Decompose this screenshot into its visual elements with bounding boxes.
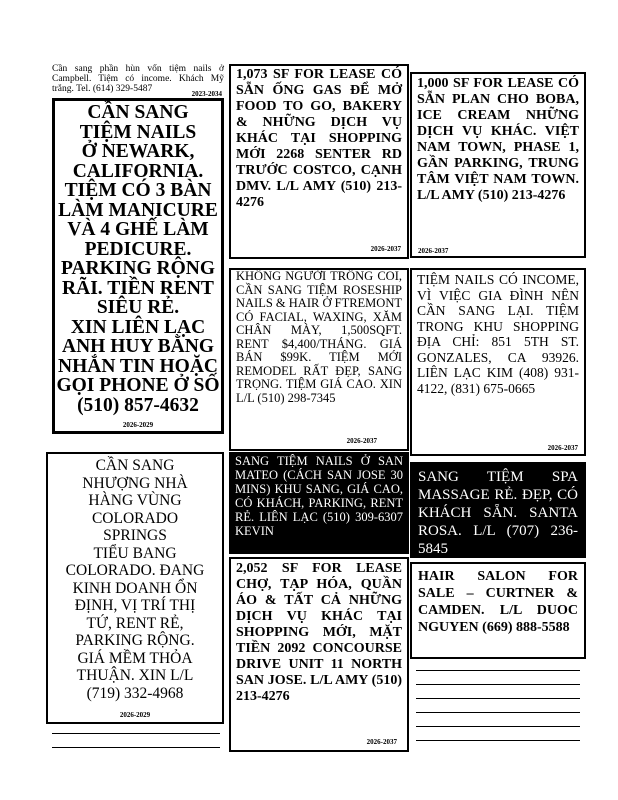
ad-code: 2026-2037 (346, 437, 377, 445)
ad-nails-san-mateo (229, 452, 409, 554)
ad-hair-salon (410, 562, 586, 659)
ad-text: TIỆM NAILS CÓ INCOME, VÌ VIỆC GIA ĐÌNH NÊN CẦN SANG LẠI. TIỆM TRONG KHU SHOPPING ĐỊA CHỈ: 851 5TH ST. GONZALES, CA 93926. LIÊN LẠC KIM (408) 931-4122, (831) 675-0665 (417, 272, 579, 396)
ad-spa-santa-rosa (410, 462, 586, 558)
ad-code: 2026-2037 (547, 444, 578, 452)
ad-text: KHÔNG NGƯỜI TRÔNG COI, CẦN SANG TIỆM ROSESHIP NAILS & HAIR Ở FTREMONT CÓ FACIAL, WAXING, XĂM CHÂN MÀY, 1,500SQFT. RENT $4,400/THÁNG. GIÁ BÁN $99K. TIỆM MỚI REMODEL RẤT ĐẸP, SANG TRỌNG. TIỆM GIÁ CAO. XIN L/L (510) 298-7345 (236, 269, 402, 405)
blank-line (416, 712, 580, 713)
ad-text: CẦN SANG NHƯỢNG NHÀ HÀNG VÙNG COLORADO SPRINGS TIỂU BANG COLORADO. ĐANG KINH DOANH ỔN ĐỊNH, VỊ TRÍ THỊ TỨ, RENT RẺ, PARKING RỘNG. GIÁ MỀM THỎA THUẬN. XIN L/L (719) 332-4968 (65, 457, 205, 702)
ad-text: SANG TIỆM NAILS Ở SAN MATEO (CÁCH SAN JOSE 30 MINS) KHU SANG, GIÁ CAO, CÓ KHÁCH, PARKING, RENT RẺ. LIÊN LẠC (510) 309-6307 KEVIN (235, 454, 403, 538)
ad-lease-1073 (229, 64, 409, 259)
ad-code: 2023-2034 (191, 90, 222, 98)
blank-line (416, 684, 580, 685)
ad-lease-2052 (229, 557, 409, 752)
ad-code: 2026-2037 (418, 247, 449, 255)
ad-code: 2026-2029 (119, 711, 151, 719)
blank-line (416, 698, 580, 699)
blank-line (52, 733, 220, 734)
ad-lease-1000 (410, 72, 586, 258)
ad-text: 1,000 SF FOR LEASE CÓ SẴN PLAN CHO BOBA, ICE CREAM NHỮNG DỊCH VỤ KHÁC. VIỆT NAM TOWN, PHASE 1, GẦN PARKING, TRUNG TÂM VIỆT NAM TOWN. L/L AMY (510) 213-4276 (417, 76, 579, 203)
ad-text: Cần sang phần hùn vốn tiệm nails ở Campbell. Tiệm có income. Khách Mỹ trắng. Tel. (614) 329-5487 (52, 64, 224, 94)
ad-nails-gonzales (410, 268, 586, 456)
ad-nails-newark (52, 98, 224, 434)
ad-restaurant-colorado (46, 452, 224, 724)
blank-line (416, 740, 580, 741)
ad-text: 1,073 SF FOR LEASE CÓ SẴN ỐNG GAS ĐỂ MỞ FOOD TO GO, BAKERY & NHỮNG DỊCH VỤ KHÁC TẠI SHOPPING MỚI 2268 SENTER RD TRƯỚC COSTCO, CẠNH DMV. L/L AMY (510) 213-4276 (236, 67, 402, 210)
ad-code: 2026-2037 (366, 738, 397, 746)
blank-line (416, 670, 580, 671)
ad-text: SANG TIỆM SPA MASSAGE RẺ. ĐẸP, CÓ KHÁCH SẴN. SANTA ROSA. L/L (707) 236-5845 (418, 469, 578, 557)
ad-text: CẦN SANG TIỆM NAILS Ở NEWARK, CALIFORNIA. TIỆM CÓ 3 BÀN LÀM MANICURE VÀ 4 GHẾ LÀM PEDICURE. PARKING RỘNG RÃI. TIỀN RENT SIÊU RẺ. XIN LIÊN LẠC ANH HUY BẰNG NHẮN TIN HOẶC GỌI PHONE Ở SỐ (510) 857-4632 (56, 102, 220, 416)
blank-line (416, 726, 580, 727)
ad-code: 2026-2037 (370, 245, 401, 253)
ad-roseship-nails (229, 268, 409, 451)
ad-text: 2,052 SF FOR LEASE CHỢ, TẠP HÓA, QUẦN ÁO & TẤT CẢ NHỮNG DỊCH VỤ KHÁC TẠI SHOPPING MỚI, MẶT TIỀN 2092 CONCOURSE DRIVE UNIT 11 NORTH SAN JOSE. L/L AMY (510) 213-4276 (236, 561, 402, 704)
ad-text: HAIR SALON FOR SALE – CURTNER & CAMDEN. L/L DUOC NGUYEN (669) 888-5588 (418, 569, 578, 635)
ad-nails-campbell (52, 64, 224, 98)
blank-line (52, 747, 220, 748)
ad-code: 2026-2029 (122, 421, 154, 429)
